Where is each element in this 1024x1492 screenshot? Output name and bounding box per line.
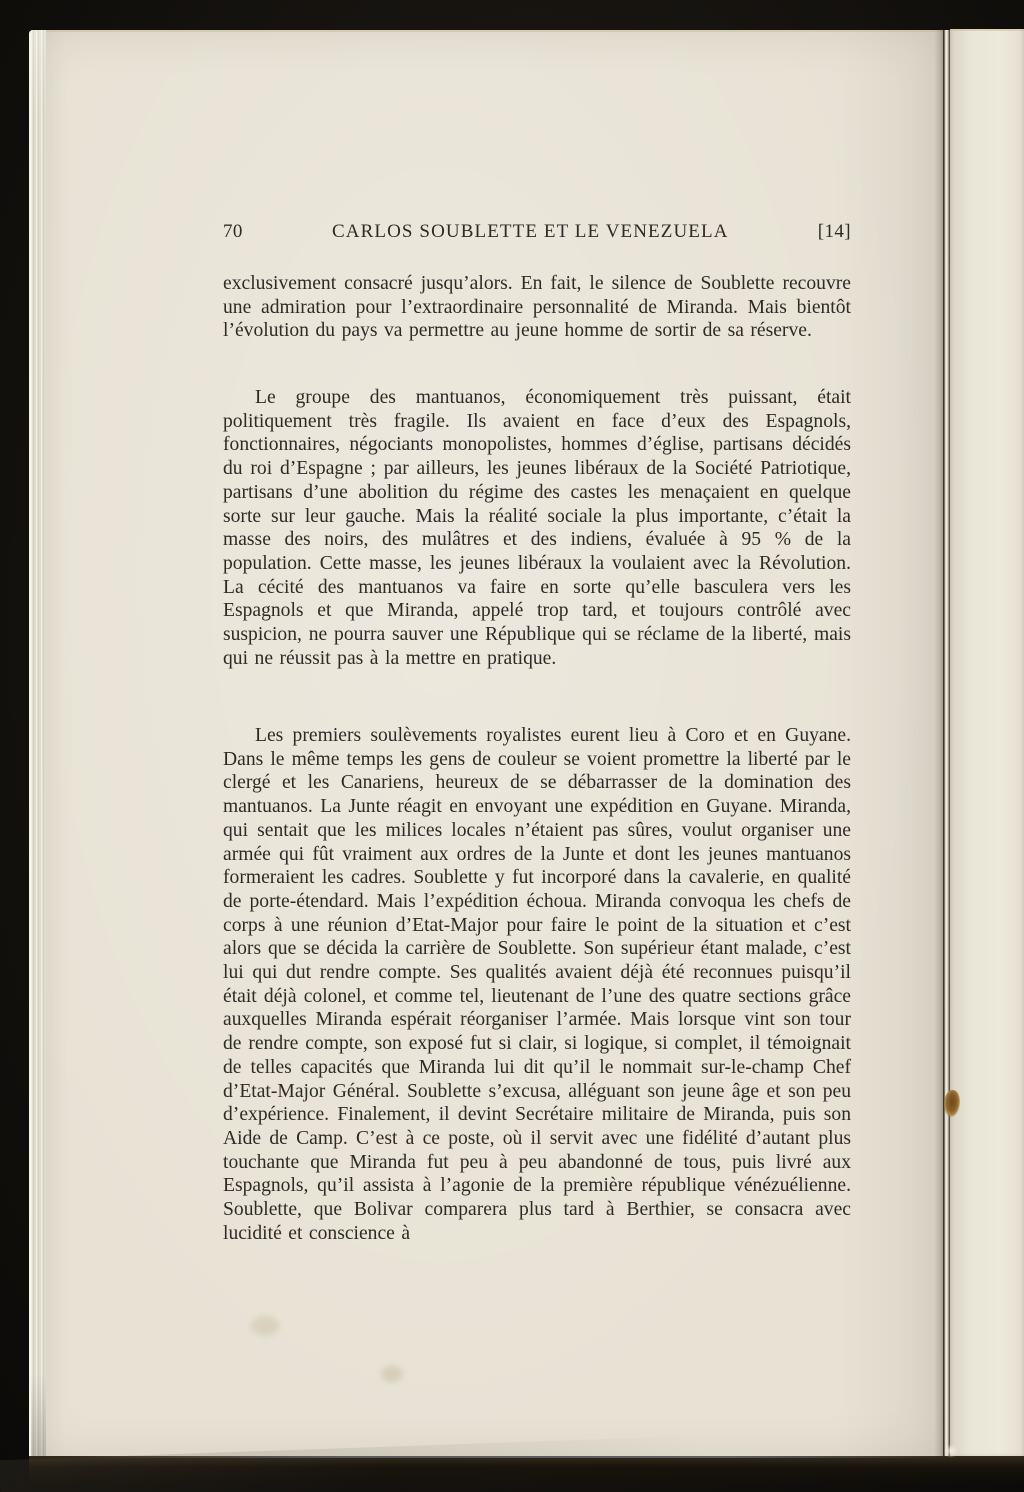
facing-page-edge xyxy=(950,29,1024,1460)
section-reference: [14] xyxy=(817,221,851,242)
running-title: CARLOS SOUBLETTE ET LE VENEZUELA xyxy=(332,221,729,242)
page-number: 70 xyxy=(223,221,243,242)
paragraph-continuation: exclusivement consacré jusqu’alors. En fait, le silence de Soublette recouvre une admiration pour l’extraordinaire personnalité de Miranda. Mais bientôt l’évolution du pays va permettre au jeune homme de sortir de sa réserve. xyxy=(223,273,851,342)
paper-smudge xyxy=(381,1366,403,1382)
page-content xyxy=(223,30,851,1458)
paper-smudge xyxy=(251,1316,279,1336)
page-edge-stack xyxy=(29,30,46,1458)
paragraph-mantuanos: Le groupe des mantuanos, économiquement très puissant, était politiquement très fragile. Ils avaient en face d’eux des Espagnols, fonctionnaires, négociants monopolistes, hommes d’église, partisans décidés du roi d’Espagne ; par ailleurs, les jeunes libéraux de la Société Patriotique, partisans d’une abolition du régime des castes les menaçaient en quelque sorte sur leur gauche. Mais la réalité sociale la plus importante, c’était la masse des noirs, des mulâtres et des indiens, évaluée à 95 % de la population. Cette masse, les jeunes libéraux la voulaient avec la Révolution. La cécité des mantuanos va faire en sorte qu’elle basculera vers les Espagnols et que Miranda, appelé trop tard, et toujours contrôlé avec suspicion, ne pourra sauver une République qui se réclame de la liberté, mais qui ne réussit pas à la mettre en pratique. xyxy=(223,387,851,669)
paragraph-soulevements: Les premiers soulèvements royalistes eurent lieu à Coro et en Guyane. Dans le même temps les gens de couleur se voient promettre la liberté par le clergé et les Canariens, heureux de se débarrasser de la domination des mantuanos. La Junte réagit en envoyant une expédition en Guyane. Miranda, qui sentait que les milices locales n’étaient pas sûres, voulut organiser une armée qui fût vraiment aux ordres de la Junte et dont les jeunes mantuanos formeraient les cadres. Soublette y fut incorporé dans la cavalerie, en qualité de porte-étendard. Mais l’expédition échoua. Miranda convoqua les chefs de corps à une réunion d’Etat-Major pour faire le point de la situation et c’est alors que se décida la carrière de Soublette. Son supérieur étant malade, c’est lui qui dut rendre compte. Ses qualités avaient déjà été reconnues puisqu’il était déjà colonel, et comme tel, lieutenant de l’une des quatre sections grâce auxquelles Miranda espérait réorganiser l’armée. Mais lorsque vint son tour de rendre compte, son exposé fut si clair, si logique, si complet, il témoignait de telles capacités que Miranda lui dit qu’il le nommait sur-le-champ Chef d’Etat-Major Général. Soublette s’excusa, alléguant son jeune âge et son peu d’expérience. Finalement, il devint Secrétaire militaire de Miranda, puis son Aide de Camp. C’est à ce poste, où il servit avec une fidélité d’autant plus touchante que Miranda fut peu à peu abandonné de tous, puis livré aux Espagnols, qu’il assista à l’agonie de la première république vénézuélienne. Soublette, que Bolivar comparera plus tard à Berthier, se consacra avec lucidité et conscience à xyxy=(223,725,851,1244)
page-bottom-shadow xyxy=(29,1456,1024,1484)
running-header xyxy=(223,221,851,243)
book-page xyxy=(29,30,943,1458)
